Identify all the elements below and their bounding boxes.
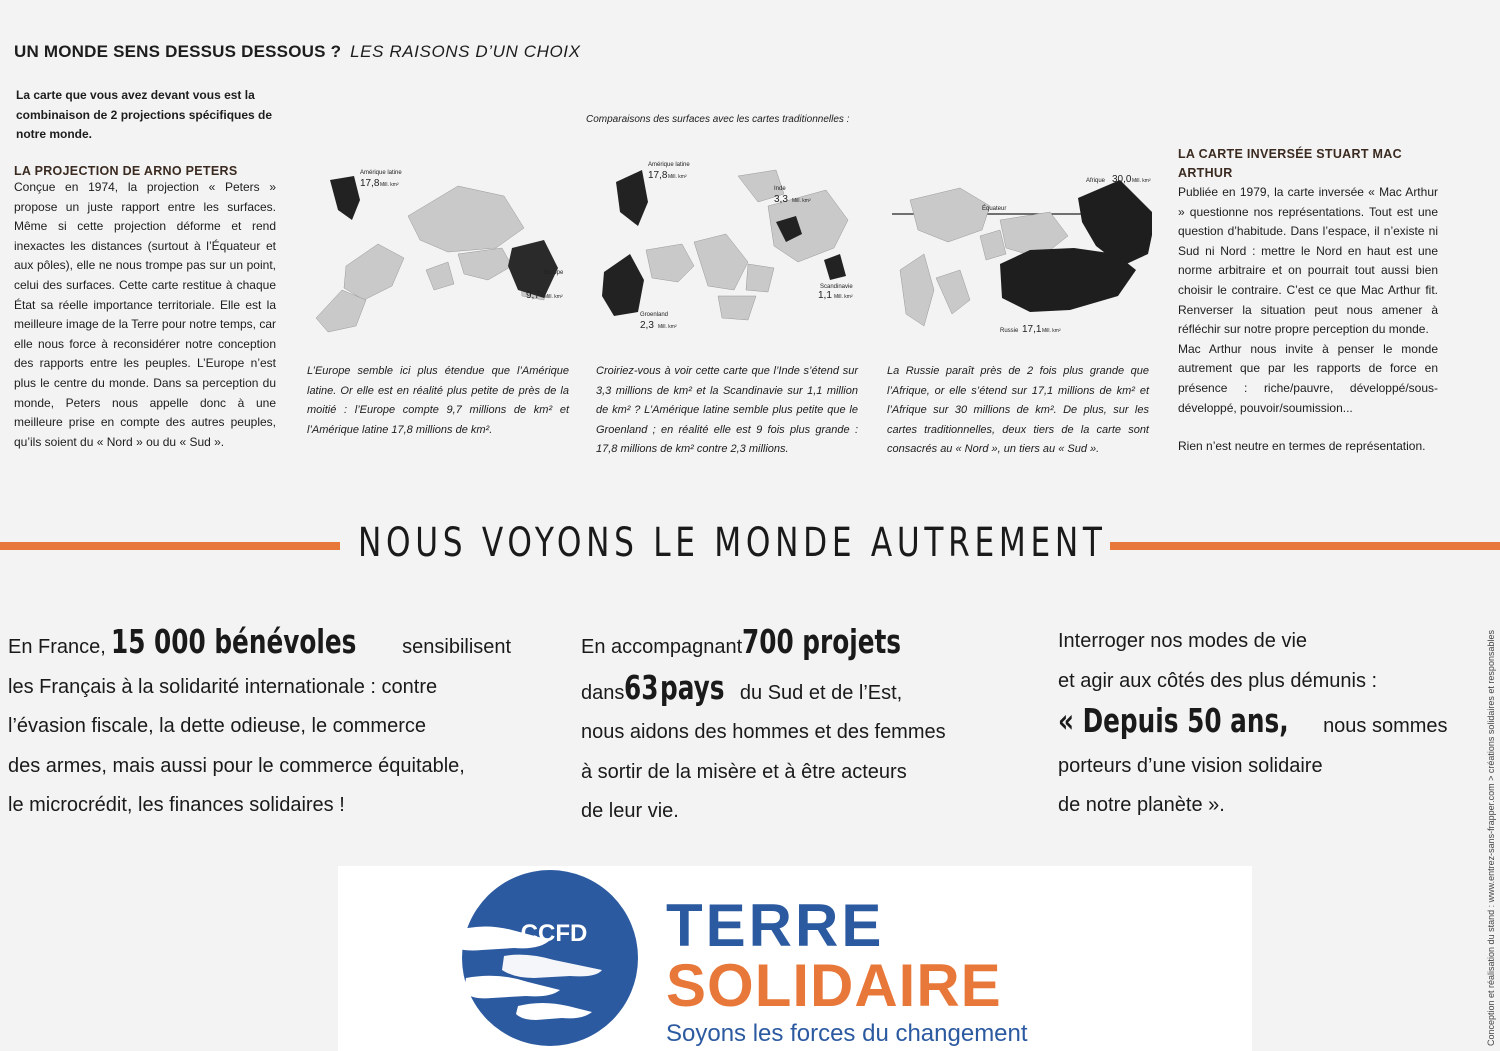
map1-label-value-0: 17,8 (360, 178, 380, 189)
stats3-line3 (1058, 701, 1458, 747)
map-russia-africa (890, 150, 1152, 338)
map2-caption: Croiriez-vous à voir cette carte que l’Inde s’étend sur 3,3 millions de km² et la Scandinavie sur 1,1 million de km² ? L’Amérique latine semble plus petite que le Groenland ; en réalité elle est 9 fois plus grande : 17,8 millions de km² contre 2,3 millions. (596, 365, 858, 455)
stats1-post: sensibilisent (402, 636, 512, 658)
latin-america-shape (616, 170, 648, 226)
map2-label-value-0: 17,8 (648, 170, 668, 181)
stats2-line1 (581, 622, 1001, 668)
map1-label-unit-1: Mill. km² (544, 294, 563, 300)
map3-label-value-0: 30,0 (1112, 174, 1132, 185)
map2-label-unit-3: Mill. km² (658, 324, 677, 330)
map-europe-latin-america (308, 150, 570, 338)
map2-label-name-0: Amérique latine (648, 162, 690, 168)
logo-line2: SOLIDAIRE (666, 952, 1002, 1019)
stats2-big: 700 projets (742, 622, 902, 661)
peters-text: Conçue en 1974, la projection « Peters » propose un juste rapport entre les surfaces. Même si cette projection déforme et rend inexactes les distances (surtout à l’Équateur et aux pôles), elle ne nous trompe pas sur un point, celui des surfaces. Cette carte restitue à chaque État sa réelle importance territoriale. Elle est la meilleure image de la Terre pour notre temps, car elle nous force à reconsidérer notre conception des rapports entre les peuples. L’Europe n’est plus le centre du monde. Dans sa perception du monde, Peters nous appelle donc à une meilleure prise en compte des autres peuples, qu’ils soient du « Nord » ou du « Sud ». (14, 180, 276, 449)
logo-tagline: Soyons les forces du changement (666, 1020, 1028, 1047)
map1-caption: L’Europe semble ici plus étendue que l’Amérique latine. Or elle est en réalité plus petite de près de la moitié : l’Europe compte 9,7 millions de km² et l’Amérique latine 17,8 millions de km². (307, 365, 569, 436)
side-credit: Conception et réalisation du stand : www.entrez-sans-frapper.com > créations solidaires et responsables (1486, 630, 1496, 1046)
stats2-line: à sortir de la misère et à être acteurs (581, 760, 907, 783)
map3-label-unit-2: Mill. km² (1042, 328, 1061, 334)
map1-label-name-0: Amérique latine (360, 170, 402, 176)
stats1-line: des armes, mais aussi pour le commerce équitable, (8, 754, 465, 777)
stats-col-projects (581, 622, 1001, 832)
stats1-line: l’évasion fiscale, la dette odieuse, le commerce (8, 715, 426, 738)
map2-label-name-3: Groenland (640, 312, 669, 318)
peters-section (14, 164, 276, 452)
world-map-1 (308, 150, 570, 338)
stats3-line2: et agir aux côtés des plus démunis : (1058, 669, 1378, 692)
macarthur-p2: Mac Arthur nous invite à penser le monde autrement que par les rapports de force en présence : riche/pauvre, développé/sous-développé, pouvoir/soumission... (1178, 341, 1438, 415)
logo-badge: CCFD (520, 920, 588, 947)
stats2-post2: du Sud et de l’Est, (739, 681, 903, 704)
map2-label-name-2: Scandinavie (820, 284, 853, 290)
comparisons-title: Comparaisons des surfaces avec les cartes traditionnelles : (586, 114, 850, 125)
stats2-line: nous aidons des hommes et des femmes (581, 721, 946, 744)
title-sub: LES RAISONS D’UN CHOIX (350, 42, 581, 61)
stats1-line: le microcrédit, les finances solidaires ! (8, 794, 345, 817)
stats1-big: 15 000 bénévoles (111, 622, 357, 661)
stats2-big2: 63 (624, 667, 659, 707)
world-map-3 (890, 150, 1152, 338)
intro-text: La carte que vous avez devant vous est la combinaison de 2 projections spécifiques de notre monde. (16, 88, 273, 141)
map1-label-value-1: 9,7 (526, 290, 540, 301)
stats2-line: de leur vie. (581, 800, 679, 823)
macarthur-section (1178, 145, 1438, 457)
map2-label-name-1: Inde (774, 186, 786, 192)
stats3-line1: Interroger nos modes de vie (1058, 630, 1308, 652)
banner-rule-right (1110, 542, 1500, 550)
russia-shape (1000, 248, 1136, 312)
stats3-line4: porteurs d’une vision solidaire (1058, 754, 1323, 777)
map1-label-name-1: Europe (544, 270, 564, 276)
map2-label-value-1: 3,3 (774, 194, 788, 205)
page-title (14, 42, 581, 62)
banner (0, 520, 1500, 570)
stats2-line2 (581, 668, 1001, 714)
map2-label-value-3: 2,3 (640, 320, 654, 331)
greenland-shape (602, 254, 644, 316)
logo-line1: TERRE (666, 892, 885, 959)
map-india-scandinavia (598, 150, 860, 338)
map2-label-value-2: 1,1 (818, 290, 832, 301)
stats1-line1 (8, 622, 528, 668)
stats2-big3: pays (660, 667, 725, 707)
stats2-pre: En accompagnant (581, 636, 743, 658)
macarthur-heading: LA CARTE INVERSÉE STUART MAC ARTHUR (1178, 147, 1402, 180)
map2-label-unit-2: Mill. km² (834, 294, 853, 300)
stats1-line: les Français à la solidarité internationale : contre (8, 675, 438, 698)
stats2-pre2: dans (581, 681, 625, 704)
stats-col-years (1058, 622, 1458, 826)
map3-caption: La Russie paraît près de 2 fois plus grande que l’Afrique, or elle s’étend sur 17,1 millions de km² et l’Afrique sur 30 millions de km². De plus, sur les cartes traditionnelles, deux tiers de la carte sont consacrés au « Nord », un tiers au « Sud ». (887, 365, 1149, 455)
map2-label-unit-1: Mill. km² (792, 198, 811, 204)
stats1-pre: En France, (8, 636, 106, 658)
map3-label-name-0: Afrique (1086, 178, 1106, 184)
macarthur-p1: Publiée en 1979, la carte inversée « Mac Arthur » questionne nos représentations. Tout est une question d’habitude. Dans l’espace, il n’existe ni Sud ni Nord : mettre le Nord en haut est une norme arbitraire et on pourrait tout aussi bien choisir le contraire. C’est ce que Mac Arthur fit. Renverser la situation peut nous amener à réfléchir sur notre propre perception du monde. (1178, 185, 1438, 337)
latin-america-shape (330, 176, 360, 220)
stats3-big: « Depuis 50 ans, (1058, 701, 1289, 741)
world-map-2 (598, 150, 860, 338)
stats3-line5: de notre planète ». (1058, 794, 1225, 817)
stats3-post: nous sommes (1323, 715, 1448, 738)
scandinavia-shape (824, 254, 846, 280)
map3-label-unit-0: Mill. km² (1132, 178, 1151, 184)
map1-label-unit-0: Mill. km² (380, 182, 399, 188)
banner-rule-left (0, 542, 340, 550)
ccfd-logo (338, 866, 1252, 1051)
title-main: UN MONDE SENS DESSUS DESSOUS ? (14, 42, 342, 61)
stats-col-volunteers (8, 622, 528, 826)
map3-label-name-2: Russie (1000, 328, 1019, 334)
banner-title: NOUS VOYONS LE MONDE AUTREMENT (358, 520, 1107, 566)
ccfd-emblem-icon (442, 866, 642, 1051)
map3-label-value-2: 17,1 (1022, 324, 1042, 335)
macarthur-p3: Rien n’est neutre en termes de représentation. (1178, 439, 1426, 454)
map2-label-unit-0: Mill. km² (668, 174, 687, 180)
peters-heading: LA PROJECTION DE ARNO PETERS (14, 164, 238, 178)
map3-label-name-1: Équateur (982, 206, 1007, 212)
